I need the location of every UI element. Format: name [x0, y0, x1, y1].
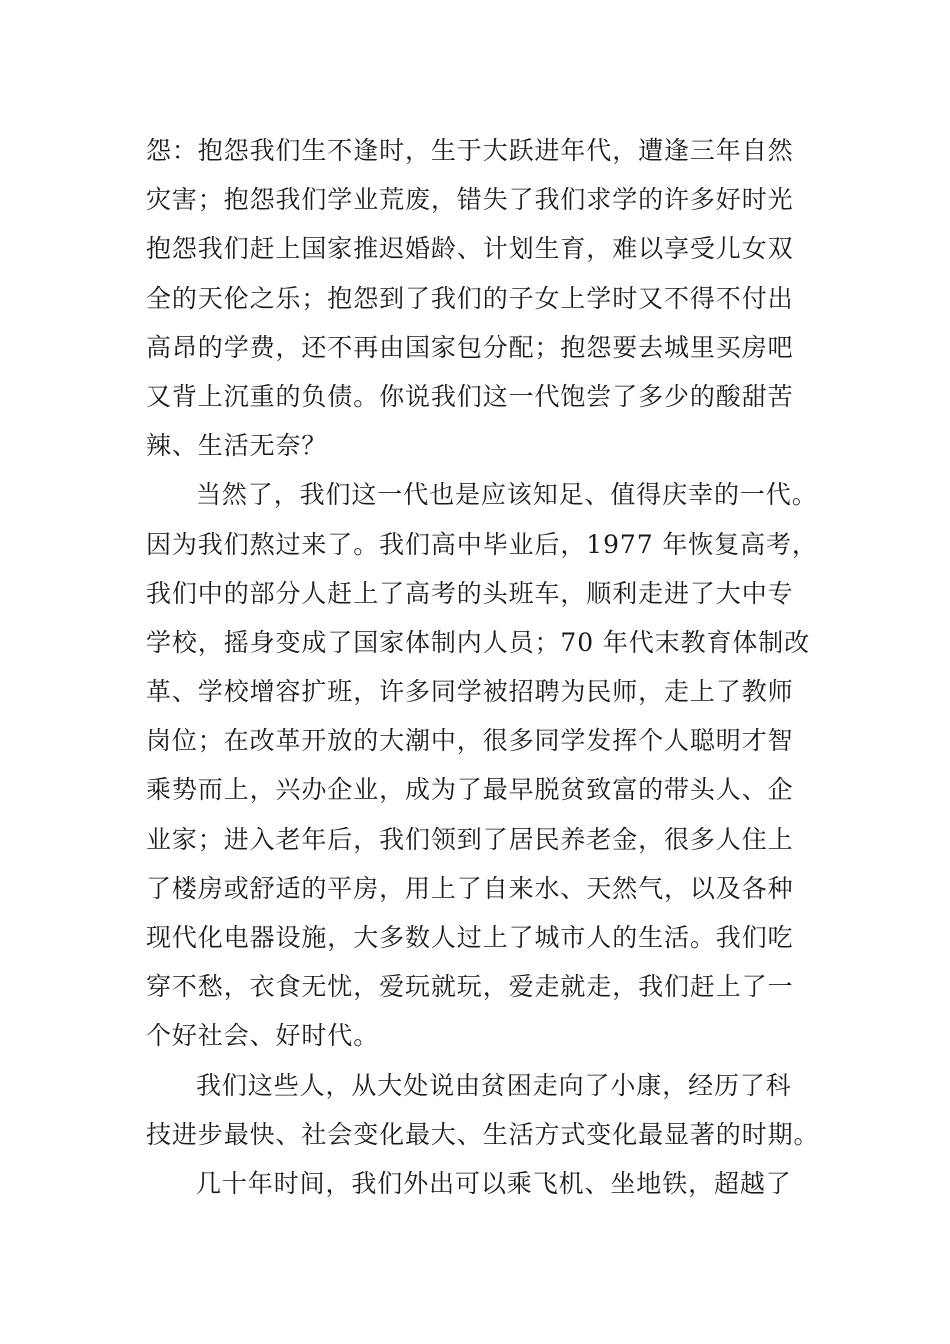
text-line: 业家；进入老年后，我们领到了居民养老金，很多人住上 [146, 824, 794, 854]
text-line: 现代化电器设施，大多数人过上了城市人的生活。我们吃 [146, 923, 794, 952]
text-line: 了楼房或舒适的平房，用上了自来水、天然气，以及各种 [146, 873, 794, 903]
text-line: 技进步最快、社会变化最大、生活方式变化最显著的时期。 [146, 1119, 820, 1149]
text-line: 全的天伦之乐；抱怨到了我们的子女上学时又不得不付出 [146, 283, 794, 313]
text-line: 怨：抱怨我们生不逢时，生于大跃进年代，遭逢三年自然 [146, 136, 794, 165]
text-line: 学校，摇身变成了国家体制内人员；70 年代末教育体制改 [146, 627, 811, 657]
text-line: 抱怨我们赶上国家推迟婚龄、计划生育，难以享受儿女双 [146, 234, 794, 264]
text-line: 高昂的学费，还不再由国家包分配；抱怨要去城里买房吧 [146, 332, 794, 362]
text-line: 又背上沉重的负债。你说我们这一代饱尝了多少的酸甜苦 [146, 381, 794, 411]
paragraph-first-line: 几十年时间，我们外出可以乘飞机、坐地铁，超越了 [196, 1168, 792, 1198]
text-line: 我们中的部分人赶上了高考的头班车，顺利走进了大中专 [146, 578, 794, 608]
paragraph-first-line: 当然了，我们这一代也是应该知足、值得庆幸的一代。 [196, 480, 818, 510]
text-line: 岗位；在改革开放的大潮中，很多同学发挥个人聪明才智 [146, 726, 794, 756]
text-line: 穿不愁，衣食无忧，爱玩就玩，爱走就走，我们赶上了一 [146, 972, 794, 1002]
text-line: 个好社会、好时代。 [146, 1021, 380, 1051]
text-line: 辣、生活无奈？ [146, 431, 328, 461]
text-line: 灾害；抱怨我们学业荒废，错失了我们求学的许多好时光 [146, 185, 794, 215]
text-line: 因为我们熬过来了。我们高中毕业后，1977 年恢复高考， [146, 529, 818, 559]
text-line: 乘势而上，兴办企业，成为了最早脱贫致富的带头人、企 [146, 775, 794, 805]
body-text [146, 126, 866, 1208]
paragraph-first-line: 我们这些人，从大处说由贫困走向了小康，经历了科 [196, 1070, 792, 1100]
text-line: 革、学校增容扩班，许多同学被招聘为民师，走上了教师 [146, 677, 794, 707]
